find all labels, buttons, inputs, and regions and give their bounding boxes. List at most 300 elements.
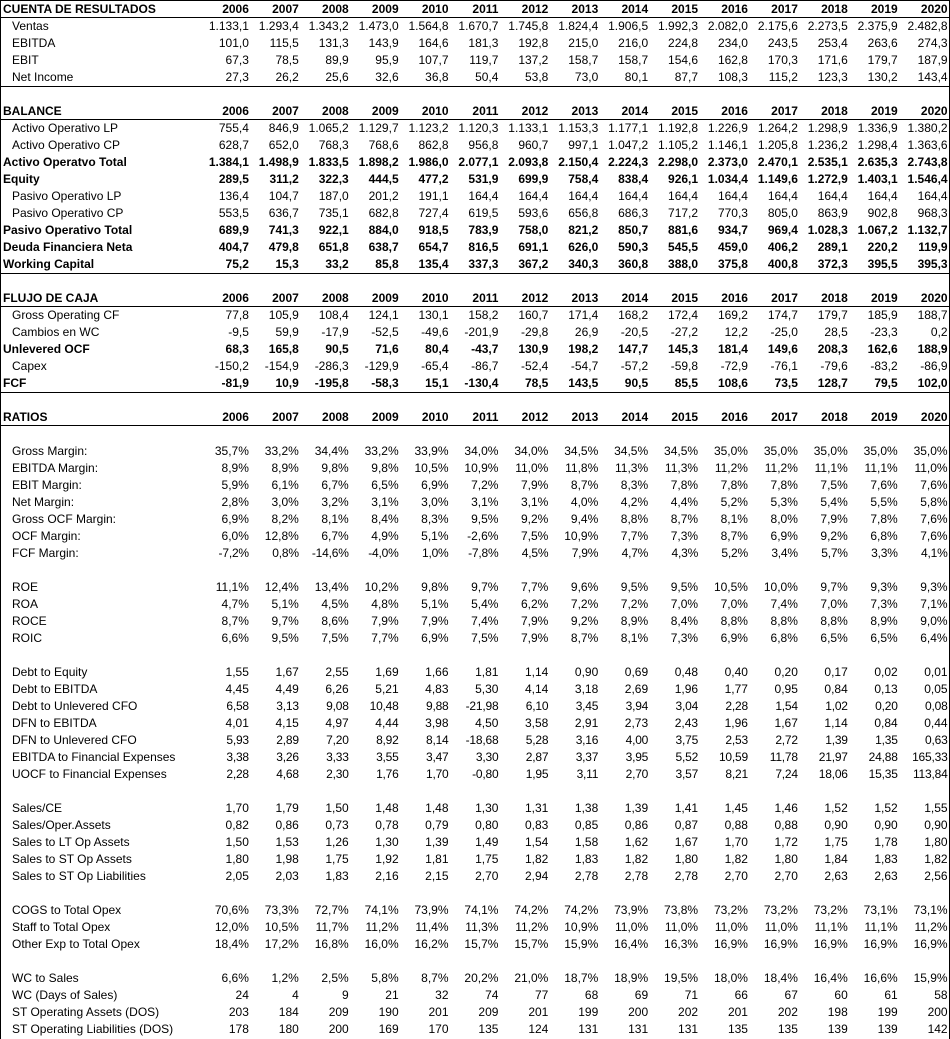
value-cell: 119,7 [469, 52, 499, 67]
value-cell: 2.093,8 [508, 154, 549, 169]
value-cell: 0,90 [874, 817, 898, 832]
value-cell: 149,6 [767, 341, 798, 356]
value-cell: 9,5% [471, 511, 499, 526]
row-label: UOCF to Financial Expenses [12, 766, 167, 781]
value-cell: 1,52 [874, 800, 898, 815]
value-cell: 360,8 [618, 256, 649, 271]
value-cell: 395,5 [867, 256, 898, 271]
table-row [0, 51, 950, 68]
value-cell: 1,70 [425, 766, 449, 781]
value-cell: 27,3 [225, 69, 249, 84]
value-cell: 8,4% [371, 511, 399, 526]
value-cell: 593,6 [518, 205, 549, 220]
value-cell: 2.635,3 [857, 154, 898, 169]
value-cell: 9,5% [620, 579, 649, 594]
value-cell: 1.380,2 [907, 120, 948, 135]
value-cell: 274,3 [917, 35, 948, 50]
value-cell: 1.133,1 [508, 120, 549, 135]
value-cell: 846,9 [268, 120, 299, 135]
value-cell: 682,8 [368, 205, 399, 220]
value-cell: 7,7% [371, 630, 399, 645]
value-cell: 184 [278, 1004, 299, 1019]
value-cell: 1.028,3 [807, 222, 848, 237]
value-cell: 0,88 [774, 817, 798, 832]
value-cell: 135 [478, 1021, 499, 1036]
value-cell: 9,88 [425, 698, 449, 713]
value-cell: 0,8% [272, 545, 299, 560]
value-cell: 1.133,1 [208, 18, 249, 33]
value-cell: 74,1% [364, 902, 399, 917]
value-cell: 1.298,4 [857, 137, 898, 152]
table-row [0, 374, 950, 391]
value-cell: 72,7% [314, 902, 349, 917]
value-cell: 1,38 [574, 800, 599, 815]
value-cell: 375,8 [717, 256, 748, 271]
value-cell: 1,82 [924, 851, 948, 866]
value-cell: 5,28 [525, 732, 549, 747]
value-cell: 58 [934, 987, 948, 1002]
value-cell: 9,5% [670, 579, 699, 594]
value-cell: 73,8% [664, 902, 699, 917]
value-cell: 4,15 [275, 715, 299, 730]
value-cell: 77,8 [225, 307, 249, 322]
value-cell: 1.670,7 [458, 18, 499, 33]
value-cell: 4,49 [275, 681, 299, 696]
value-cell: 187,0 [318, 188, 349, 203]
value-cell: 180 [278, 1021, 299, 1036]
value-cell: 9,5% [271, 630, 299, 645]
value-cell: 0,44 [924, 715, 948, 730]
value-cell: 1,54 [524, 834, 549, 849]
value-cell: 0,84 [824, 681, 848, 696]
value-cell: 1,72 [774, 834, 798, 849]
value-cell: 934,7 [717, 222, 748, 237]
year-header: 2019 [870, 409, 898, 424]
value-cell: -201,9 [464, 324, 499, 339]
year-header: 2011 [472, 290, 499, 305]
value-cell: 3,38 [226, 749, 249, 764]
value-cell: 68,3 [225, 341, 249, 356]
table-row [0, 816, 950, 833]
value-cell: 11,4% [415, 919, 449, 934]
row-label: Sales/Oper.Assets [12, 817, 111, 832]
value-cell: 128,7 [817, 375, 848, 390]
value-cell: 3,75 [675, 732, 699, 747]
value-cell: 862,8 [418, 137, 449, 152]
value-cell: 1,02 [825, 698, 848, 713]
value-cell: 11,3% [664, 460, 699, 475]
value-cell: 8,9% [620, 613, 649, 628]
row-label: Ventas [12, 18, 49, 33]
value-cell: 7,8% [870, 511, 898, 526]
value-cell: 4,97 [325, 715, 349, 730]
year-header: 2016 [721, 1, 748, 16]
value-cell: 90,5 [624, 375, 649, 390]
value-cell: 179,7 [817, 307, 848, 322]
value-cell: 9,8% [421, 579, 449, 594]
value-cell: 12,8% [264, 528, 299, 543]
value-cell: 11,0% [515, 460, 549, 475]
year-header: 2007 [272, 409, 299, 424]
year-header: 2008 [322, 103, 349, 118]
value-cell: 654,7 [418, 239, 449, 254]
value-cell: -154,9 [264, 358, 299, 373]
year-header: 2015 [671, 290, 699, 305]
value-cell: 74,2% [514, 902, 549, 917]
value-cell: 15,1 [425, 375, 449, 390]
value-cell: -14,6% [311, 545, 349, 560]
value-cell: 170,3 [767, 52, 798, 67]
value-cell: 164,4 [668, 188, 699, 203]
value-cell: 164,4 [568, 188, 599, 203]
value-cell: 164,4 [917, 188, 948, 203]
value-cell: 147,7 [618, 341, 649, 356]
value-cell: 11,1% [814, 460, 848, 475]
table-row [0, 459, 950, 476]
value-cell: 2,78 [624, 868, 649, 883]
value-cell: 16,2% [414, 936, 449, 951]
value-cell: 7,9% [520, 630, 549, 645]
value-cell: 2,8% [221, 494, 249, 509]
value-cell: 1,62 [624, 834, 649, 849]
value-cell: 1.149,6 [757, 171, 798, 186]
value-cell: 131,3 [318, 35, 349, 50]
value-cell: 1,95 [525, 766, 549, 781]
value-cell: 2,70 [774, 868, 798, 883]
value-cell: 1,39 [825, 732, 848, 747]
value-cell: 12,2 [724, 324, 748, 339]
value-cell: 6,9% [421, 477, 449, 492]
value-cell: 1,67 [674, 834, 699, 849]
value-cell: 0,78 [375, 817, 399, 832]
value-cell: 200 [628, 1004, 649, 1019]
value-cell: 5,52 [675, 749, 699, 764]
value-cell: 4,44 [375, 715, 399, 730]
value-cell: 7,2% [570, 596, 599, 611]
value-cell: 1,96 [724, 715, 748, 730]
value-cell: 2,28 [725, 698, 748, 713]
value-cell: 15,35 [868, 766, 898, 781]
value-cell: 15,9% [564, 936, 599, 951]
row-label: FCF [3, 375, 27, 390]
value-cell: 162,8 [717, 52, 748, 67]
value-cell: 7,2% [620, 596, 649, 611]
value-cell: 1,41 [674, 800, 699, 815]
value-cell: 6,4% [920, 630, 948, 645]
value-cell: 0,86 [624, 817, 649, 832]
value-cell: -58,3 [371, 375, 399, 390]
value-cell: 164,4 [817, 188, 848, 203]
row-label: ROA [12, 596, 39, 611]
value-cell: 164,4 [717, 188, 748, 203]
value-cell: 1.906,5 [608, 18, 649, 33]
value-cell: 619,5 [468, 205, 499, 220]
year-header: 2015 [671, 103, 699, 118]
value-cell: 169 [378, 1021, 399, 1036]
value-cell: 340,3 [568, 256, 599, 271]
table-row [0, 510, 950, 527]
value-cell: 768,3 [318, 137, 349, 152]
value-cell: 73,2% [713, 902, 748, 917]
value-cell: 7,6% [920, 511, 948, 526]
value-cell: 32 [435, 987, 449, 1002]
value-cell: 11,2% [764, 460, 798, 475]
value-cell: 4,45 [225, 681, 249, 696]
value-cell: 18,9% [614, 970, 649, 985]
year-header: 2011 [472, 409, 499, 424]
value-cell: 6,5% [371, 477, 399, 492]
year-header: 2014 [621, 1, 649, 16]
table-row [0, 867, 950, 884]
value-cell: 9,7% [471, 579, 499, 594]
year-header: 2017 [771, 1, 798, 16]
value-cell: 6,26 [325, 681, 349, 696]
value-cell: 7,4% [770, 596, 798, 611]
year-header: 2014 [621, 290, 649, 305]
table-row [0, 17, 950, 34]
value-cell: 164,4 [867, 188, 898, 203]
value-cell: 1,66 [425, 664, 449, 679]
value-cell: 8,21 [725, 766, 748, 781]
value-cell: 0,82 [225, 817, 249, 832]
value-cell: 7,6% [920, 528, 948, 543]
value-cell: 8,8% [820, 613, 848, 628]
value-cell: 628,7 [218, 137, 249, 152]
value-cell: 3,55 [376, 749, 399, 764]
value-cell: 1,46 [774, 800, 798, 815]
value-cell: 104,7 [268, 188, 299, 203]
value-cell: 160,7 [518, 307, 549, 322]
year-header: 2014 [621, 103, 649, 118]
value-cell: 220,2 [867, 239, 898, 254]
value-cell: 0,2 [930, 324, 948, 339]
value-cell: 821,2 [568, 222, 599, 237]
value-cell: 1,84 [824, 851, 848, 866]
value-cell: 33,2% [264, 443, 299, 458]
value-cell: 78,5 [524, 375, 549, 390]
value-cell: 0,01 [924, 664, 948, 679]
year-header: 2020 [920, 290, 948, 305]
value-cell: 960,7 [518, 137, 549, 152]
value-cell: 1,67 [774, 715, 798, 730]
value-cell: 28,5 [824, 324, 848, 339]
value-cell: 8,9% [271, 460, 299, 475]
value-cell: 1,35 [875, 732, 898, 747]
value-cell: 4,14 [524, 681, 549, 696]
value-cell: 0,17 [824, 664, 848, 679]
value-cell: 6,1% [271, 477, 299, 492]
value-cell: 13,4% [314, 579, 349, 594]
value-cell: 188,7 [917, 307, 948, 322]
value-cell: -7,2% [218, 545, 249, 560]
value-cell: 7,5% [471, 630, 499, 645]
value-cell: 1.546,4 [907, 171, 948, 186]
table-row [0, 323, 950, 340]
value-cell: 1,55 [924, 800, 948, 815]
value-cell: 1,31 [524, 800, 549, 815]
value-cell: 73,9% [414, 902, 449, 917]
value-cell: 11,2% [714, 460, 748, 475]
value-cell: 6,5% [870, 630, 898, 645]
value-cell: 78,5 [275, 52, 299, 67]
value-cell: 243,5 [767, 35, 798, 50]
value-cell: 6,9% [720, 630, 748, 645]
value-cell: 1,82 [724, 851, 748, 866]
value-cell: 1,39 [624, 800, 649, 815]
value-cell: 968,3 [917, 205, 948, 220]
value-cell: 4,5% [521, 545, 549, 560]
value-cell: 15,7% [464, 936, 499, 951]
value-cell: 2,55 [325, 664, 349, 679]
value-cell: 9,0% [920, 613, 948, 628]
value-cell: 5,9% [221, 477, 249, 492]
value-cell: 1.298,9 [807, 120, 848, 135]
value-cell: 131 [578, 1021, 599, 1036]
value-cell: 15,9% [913, 970, 948, 985]
value-cell: 1,55 [225, 664, 249, 679]
table-row [0, 357, 950, 374]
value-cell: 10,5% [414, 460, 449, 475]
value-cell: 80,4 [425, 341, 449, 356]
value-cell: 0,90 [924, 817, 948, 832]
value-cell: 1,80 [924, 834, 948, 849]
value-cell: 135 [777, 1021, 798, 1036]
section-divider [0, 273, 950, 274]
value-cell: 19,5% [664, 970, 699, 985]
value-cell: 7,7% [620, 528, 649, 543]
value-cell: -130,4 [464, 375, 499, 390]
value-cell: 73,2% [763, 902, 798, 917]
value-cell: 8,7% [570, 630, 599, 645]
year-header: 2007 [272, 103, 299, 118]
value-cell: 10,5% [264, 919, 299, 934]
value-cell: 17,2% [264, 936, 299, 951]
value-cell: 9,8% [321, 460, 349, 475]
value-cell: 6,58 [226, 698, 249, 713]
value-cell: -54,7 [570, 358, 599, 373]
value-cell: 5,4% [471, 596, 499, 611]
value-cell: 200 [927, 1004, 948, 1019]
year-header: 2018 [821, 103, 848, 118]
value-cell: 652,0 [268, 137, 299, 152]
value-cell: 35,0% [913, 443, 948, 458]
table-row [0, 119, 950, 136]
value-cell: 6,9% [421, 630, 449, 645]
row-label: Net Margin: [12, 494, 75, 509]
year-header: 2018 [821, 409, 848, 424]
value-cell: 201,2 [368, 188, 399, 203]
value-cell: 7,2% [471, 477, 499, 492]
value-cell: 2.743,8 [907, 154, 948, 169]
value-cell: 656,8 [568, 205, 599, 220]
value-cell: 131 [628, 1021, 649, 1036]
year-header: 2018 [821, 1, 848, 16]
value-cell: 201 [528, 1004, 549, 1019]
value-cell: 5,30 [475, 681, 499, 696]
value-cell: 2.373,0 [707, 154, 748, 169]
section-header [0, 289, 950, 307]
value-cell: 1,52 [824, 800, 848, 815]
value-cell: 188,9 [917, 341, 948, 356]
value-cell: 4,83 [425, 681, 449, 696]
value-cell: 1,26 [325, 834, 349, 849]
value-cell: 1,30 [475, 800, 499, 815]
value-cell: 171,6 [817, 52, 848, 67]
value-cell: 1,75 [824, 834, 848, 849]
table-row [0, 493, 950, 510]
value-cell: 201 [727, 1004, 748, 1019]
value-cell: 689,9 [218, 222, 249, 237]
value-cell: 143,5 [568, 375, 599, 390]
value-cell: 5,7% [821, 545, 848, 560]
value-cell: 16,9% [713, 936, 748, 951]
value-cell: 107,7 [418, 52, 449, 67]
value-cell: 174,7 [767, 307, 798, 322]
value-cell: 0,73 [325, 817, 349, 832]
value-cell: 3,18 [574, 681, 599, 696]
row-label: Debt to Unlevered CFO [12, 698, 138, 713]
value-cell: 626,0 [568, 239, 599, 254]
year-header: 2010 [421, 103, 449, 118]
value-cell: 33,9% [414, 443, 449, 458]
table-row [0, 765, 950, 782]
table-row [0, 833, 950, 850]
table-row [0, 901, 950, 918]
year-header: 2008 [322, 1, 349, 16]
value-cell: 4,68 [276, 766, 299, 781]
value-cell: 216,0 [618, 35, 649, 50]
year-header: 2010 [421, 290, 449, 305]
value-cell: 8,1% [620, 630, 649, 645]
value-cell: 1,80 [674, 851, 699, 866]
value-cell: 10,59 [718, 749, 748, 764]
value-cell: 2.375,9 [857, 18, 898, 33]
value-cell: 105,9 [268, 307, 299, 322]
value-cell: 388,0 [668, 256, 699, 271]
row-label: EBITDA [12, 35, 56, 50]
year-header: 2009 [371, 103, 399, 118]
value-cell: 158,2 [468, 307, 499, 322]
top-border [0, 0, 950, 1]
value-cell: 400,8 [767, 256, 798, 271]
value-cell: 2.224,3 [608, 154, 649, 169]
value-cell: 918,5 [418, 222, 449, 237]
value-cell: 34,0% [464, 443, 499, 458]
value-cell: 2,69 [624, 681, 649, 696]
value-cell: 9,4% [570, 511, 599, 526]
year-header: 2020 [920, 409, 948, 424]
value-cell: 0,20 [774, 664, 798, 679]
value-cell: 119,9 [918, 239, 948, 254]
value-cell: 2,72 [775, 732, 798, 747]
value-cell: 10,9% [564, 528, 599, 543]
value-cell: -286,3 [314, 358, 349, 373]
value-cell: 902,8 [867, 205, 898, 220]
value-cell: -9,5 [228, 324, 249, 339]
value-cell: 3,45 [575, 698, 599, 713]
value-cell: 2,53 [725, 732, 748, 747]
value-cell: 6,8% [770, 630, 798, 645]
value-cell: 32,6 [375, 69, 399, 84]
value-cell: 2,94 [524, 868, 549, 883]
value-cell: 372,3 [817, 256, 848, 271]
value-cell: 24,88 [868, 749, 898, 764]
value-cell: 11,1% [814, 919, 848, 934]
value-cell: 2,63 [874, 868, 898, 883]
row-label: Activo Operativo CP [12, 137, 121, 152]
value-cell: -79,6 [820, 358, 848, 373]
value-cell: 850,7 [618, 222, 649, 237]
